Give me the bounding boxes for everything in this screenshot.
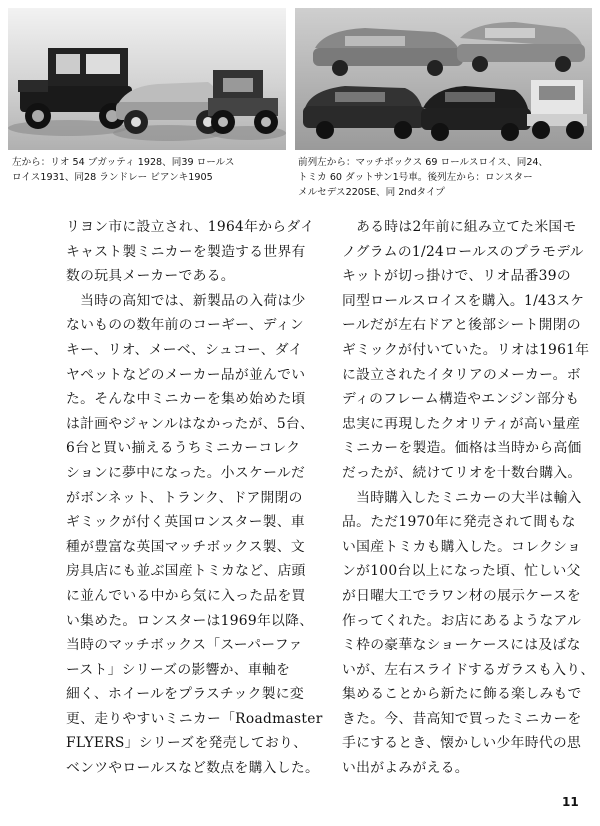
body-line: ールだが左右ドアと後部シート開閉の (342, 317, 581, 334)
body-line: 数の玩具メーカーである。 (66, 268, 235, 285)
body-column-right (342, 215, 598, 781)
body-line: ある時は2年前に組み立てた米国モ (342, 219, 577, 235)
body-line: 当時のマッチボックス「スーパーファ (66, 637, 303, 654)
body-line: ースト」シリーズの影響か、車軸を (66, 661, 291, 678)
body-line: ションに夢中になった。小スケールだ (66, 464, 306, 481)
body-line: FLYERS」シリーズを発売しており、 (66, 735, 308, 752)
body-line: 当時の高知では、新製品の入荷は少 (66, 292, 306, 309)
body-line: 細く、ホイールをプラスチック製に変 (66, 686, 304, 703)
body-line: ギミックが付く英国ロンスター製、車 (66, 514, 305, 531)
body-line: ミニカーを製造。価格は当時から高価 (342, 440, 582, 457)
body-line: 同型ロールスロイスを購入。1/43スケ (342, 292, 585, 309)
body-line: 作ってくれた。お店にあるようなアル (342, 612, 582, 629)
body-line: キー、リオ、メーベ、シュコー、ダイ (66, 341, 303, 358)
body-line: 品。ただ1970年に発売されて間もな (342, 514, 576, 531)
body-line: キットが切っ掛けで、リオ品番39の (342, 268, 571, 285)
caption-line: メルセデス220SE、同 2ndタイプ (298, 187, 445, 198)
photo-caption-left (12, 155, 288, 185)
body-line: 種が豊富な英国マッチボックス製、文 (66, 538, 305, 555)
body-line: 房具店にも並ぶ国産トミカなど、店頭 (66, 563, 306, 580)
body-line: ないものの数年前のコーギー、ディン (66, 317, 304, 334)
page-number: 11 (562, 795, 579, 809)
body-line: 忠実に再現したクオリティが高い量産 (342, 415, 581, 432)
body-line: ヤペットなどのメーカー品が並んでい (66, 366, 306, 383)
body-line: 6台と買い揃えるうちミニカーコレク (66, 440, 301, 457)
photo-vintage-minicars (8, 8, 286, 150)
body-line: に並んでいる中から気に入った品を買 (66, 587, 306, 604)
body-line: キャスト製ミニカーを製造する世界有 (66, 243, 306, 260)
body-line: がボンネット、トランク、ドア開閉の (66, 489, 303, 506)
caption-line: 左から：リオ 54 ブガッティ 1928、同39 ロールス (12, 157, 235, 168)
body-line: に設立されたイタリアのメーカー。ボ (342, 366, 581, 383)
body-line: い国産トミカも購入した。コレクショ (342, 538, 582, 555)
body-line: いが、左右スライドするガラスも入り、 (342, 661, 595, 678)
body-line: リヨン市に設立され、1964年からダイ (66, 219, 315, 235)
body-line: ノグラムの1/24ロールスのプラモデル (342, 243, 584, 260)
body-line: た。そんな中ミニカーを集め始めた頃 (66, 391, 306, 408)
body-line: い集めた。ロンスターは1969年以降、 (66, 612, 314, 629)
body-line: ベンツやロールスなど数点を購入した。 (66, 760, 320, 777)
body-line: 当時購入したミニカーの大半は輸入 (342, 489, 582, 506)
body-line: は計画やジャンルはなかったが、5台、 (66, 415, 315, 432)
body-line: ディのフレーム構造やエンジン部分も (342, 391, 580, 408)
body-line: い出がよみがえる。 (342, 760, 469, 777)
photo-caption-right (298, 155, 592, 200)
caption-line: ロイス1931、同28 ランドレー ビアンキ1905 (12, 172, 213, 183)
body-line: ミ枠の豪華なショーケースには及ばな (342, 637, 581, 654)
body-line: ギミックが付いていた。リオは1961年 (342, 341, 590, 358)
body-line: だったが、続けてリオを十数台購入。 (342, 464, 582, 481)
photo-minicars-lineup (295, 8, 592, 150)
body-column-left (66, 215, 324, 781)
body-line: 手にするとき、懐かしい少年時代の思 (342, 735, 582, 752)
body-line: 更、走りやすいミニカー「Roadmaster (66, 710, 323, 727)
caption-line: トミカ 60 ダットサン1号車。後列左から：ロンスター (298, 172, 533, 183)
body-line: が日曜大工でラワン材の展示ケースを (342, 587, 581, 604)
body-line: 集めることから新たに飾る楽しみもで (342, 686, 582, 703)
body-line: きた。今、昔高知で買ったミニカーを (342, 710, 582, 727)
body-line: ンが100台以上になった頃、忙しい父 (342, 563, 581, 580)
caption-line: 前列左から：マッチボックス 69 ロールスロイス、同24、 (298, 157, 549, 168)
